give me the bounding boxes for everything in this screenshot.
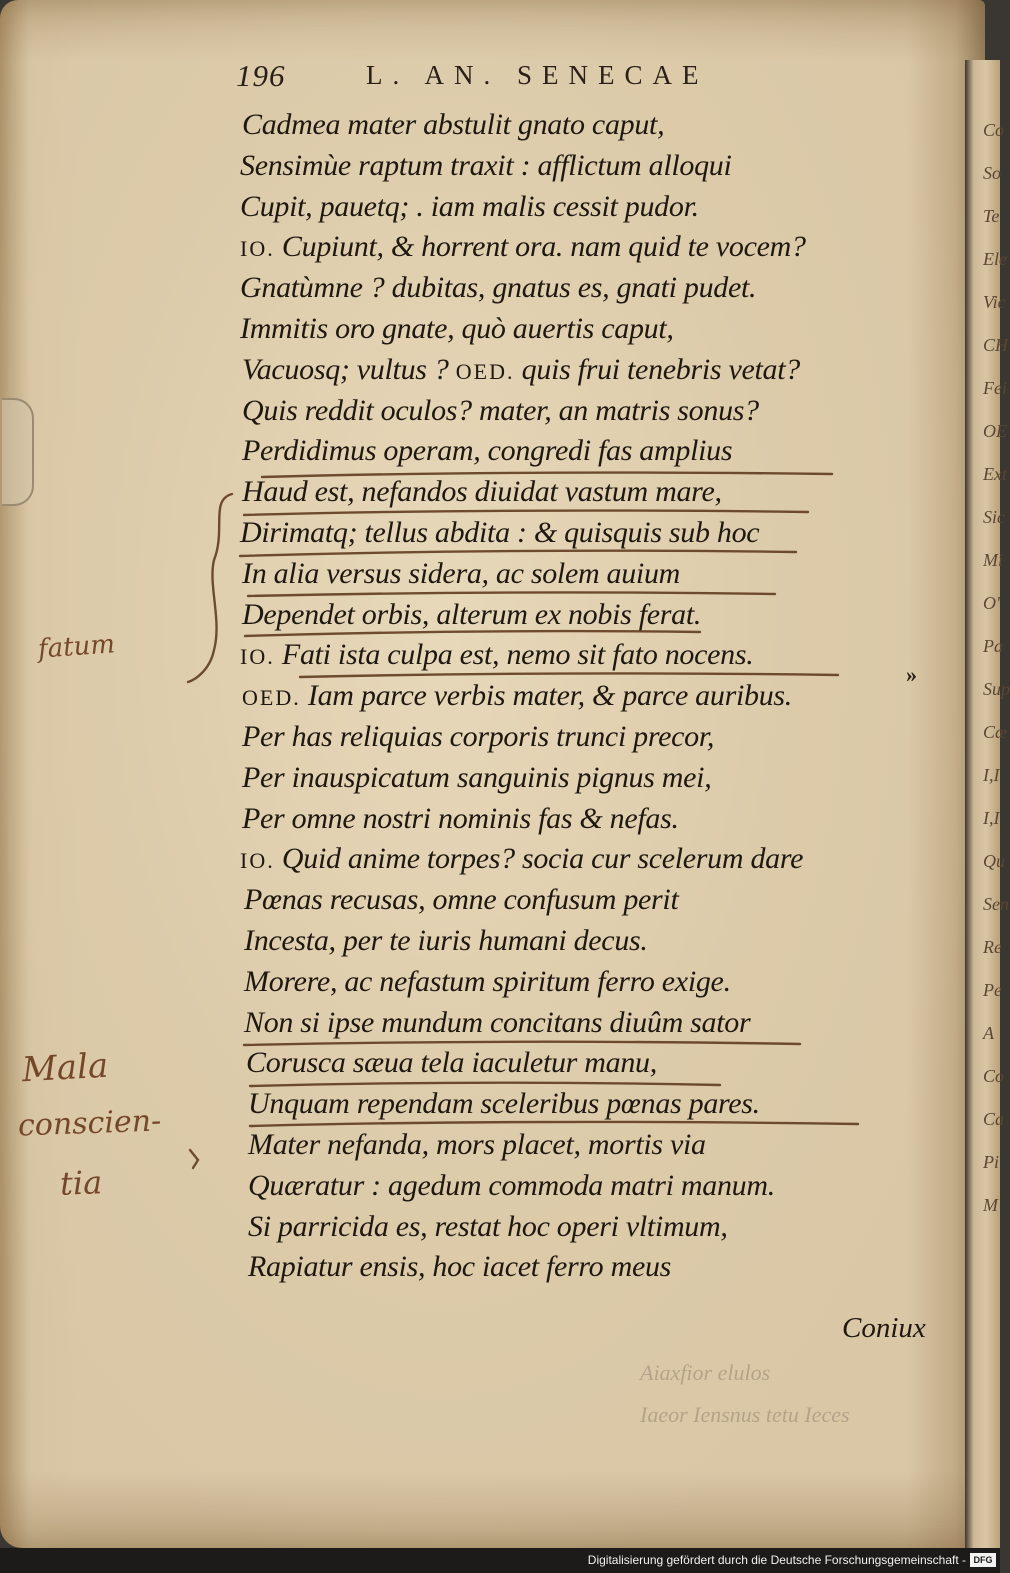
verse-line (246, 1046, 657, 1080)
verse-text-span: Morere, ac nefastum spiritum ferro exige. (244, 964, 731, 998)
verse-text-span: Si parricida es, restat hoc operi vltimum, (248, 1209, 728, 1243)
facing-page-fragment: Te (983, 206, 1000, 226)
facing-page-fragment: Cæ (983, 722, 1008, 742)
speaker-label: OED. (242, 685, 301, 711)
verse-line (242, 679, 792, 713)
speaker-label: OED. (455, 358, 515, 384)
facing-page-fragment: CH (983, 335, 1009, 355)
margin-note-fatum: fatum (37, 629, 116, 665)
verse-line (242, 598, 701, 632)
facing-page-fragment: Re (983, 937, 1002, 957)
verse-line (240, 842, 803, 876)
verse-text-span: Rapiatur ensis, hoc iacet ferro meus (248, 1250, 672, 1284)
verse-line (248, 1250, 671, 1284)
facing-page-fragment: Mi (983, 550, 1003, 570)
verse-text-span: Immitis oro gnate, quò auertis caput, (240, 312, 674, 345)
verse-text-span: Unquam rependam sceleribus pœnas pares. (248, 1087, 760, 1121)
verse-text-span: Gnatùmne ? dubitas, gnatus es, gnati pudet. (240, 271, 757, 305)
facing-page-fragment: Co (983, 120, 1005, 140)
margin-note-conscientia: conscien- (17, 1103, 162, 1144)
verse-text-span: Perdidimus operam, congredi fas amplius (242, 434, 733, 468)
facing-page-fragment: Sic (983, 507, 1005, 527)
verse-text-span: Haud est, nefandos diuidat vastum mare, (242, 475, 722, 509)
verse-text-span: Iam parce verbis mater, & parce auribus. (307, 679, 792, 713)
verse-text-span: Quæratur : agedum commoda matri manum. (248, 1168, 775, 1202)
verse-line (240, 638, 753, 672)
verse-text-span: Non si ipse mundum concitans diuûm sator (244, 1005, 751, 1039)
facing-page-fragment: Sup (983, 679, 1010, 699)
verse-line (242, 394, 759, 428)
facing-page-fragment: So (983, 163, 1001, 183)
verse-text-span: Sensimùe raptum traxit : afflictum alloqui (240, 148, 732, 182)
page-number: 196 (236, 58, 286, 93)
facing-page-fragment: Ext (983, 464, 1007, 484)
facing-page-fragment: Pi (983, 1152, 999, 1172)
verse-text-span: Vacuosq; vultus ? (242, 352, 449, 386)
catchword: Coniux (842, 1312, 926, 1344)
verse-text-span: Quid anime torpes? socia cur scelerum dare (281, 842, 804, 876)
verse-line (244, 883, 678, 917)
verse-text-span: Dirimatq; tellus abdita : & quisquis sub hoc (240, 516, 760, 549)
speaker-label: IO. (240, 236, 275, 262)
facing-page-fragment: Vic (983, 292, 1006, 312)
verse-line (242, 475, 722, 509)
verse-line (240, 271, 756, 305)
verse-text-span: In alia versus sidera, ac solem auium (242, 556, 681, 590)
verse-line (248, 1169, 775, 1203)
facing-page-fragment: Sen (983, 894, 1009, 914)
verse-line (240, 190, 699, 224)
margin-note-tia: tia (59, 1163, 103, 1203)
verse-text-span: Per omne nostri nominis fas & nefas. (242, 801, 679, 835)
verse-line (242, 108, 664, 142)
verse-line (248, 1210, 728, 1244)
facing-page-fragment: I,I (983, 765, 1000, 785)
verse-line (248, 1128, 706, 1162)
verse-line (242, 353, 800, 387)
facing-page-fragment: O' (983, 593, 1000, 613)
facing-page-fragment: Co (983, 1066, 1005, 1086)
ghost-text-2: Iaeor Iensnus tetu Ieces (640, 1402, 850, 1427)
verse-line (242, 761, 711, 795)
facing-page-fragment: Fei (983, 378, 1007, 398)
verse-text-span: Cadmea mater abstulit gnato caput, (242, 108, 665, 141)
facing-page-fragment: Ele (983, 249, 1007, 269)
verse-text-span: Per inauspicatum sanguinis pignus mei, (242, 760, 712, 794)
dfg-logo-icon: DFG (970, 1553, 996, 1567)
verse-line (240, 149, 732, 183)
facing-page-fragment: Pa (983, 636, 1003, 656)
verse-line (244, 1006, 750, 1040)
digitization-credit: Digitalisierung gefördert durch die Deutsche Forschungsgemeinschaft - (587, 1553, 966, 1567)
verse-text-span: Fati ista culpa est, nemo sit fato nocens. (281, 638, 754, 672)
verse-line (242, 557, 680, 591)
verse-line (242, 802, 679, 836)
footer-bar (0, 1548, 1000, 1573)
running-title: L. AN. SENECAE (366, 60, 709, 90)
verse-line (242, 720, 714, 754)
speaker-label: IO. (240, 848, 275, 874)
verse-text-span: Cupiunt, & horrent ora. nam quid te vocem? (281, 230, 806, 264)
verse-line (240, 312, 674, 346)
facing-page-fragment: M (983, 1195, 998, 1215)
verse-text-span: Dependet orbis, alterum ex nobis ferat. (242, 597, 702, 631)
verse-line (244, 924, 648, 958)
facing-page-fragment: Pe (983, 980, 1002, 1000)
verse-text-span: Per has reliquias corporis trunci precor, (242, 720, 715, 753)
verse-line (248, 1087, 760, 1121)
facing-page-fragment: OE (983, 421, 1007, 441)
verse-text-span: Mater nefanda, mors placet, mortis via (248, 1128, 706, 1161)
speaker-label: IO. (240, 644, 275, 670)
facing-page-fragment: Ca (983, 1109, 1005, 1129)
verse-line (240, 230, 806, 264)
ghost-text-1: Aiaxfior elulos (640, 1360, 771, 1385)
facing-page-fragment: Qu (983, 851, 1005, 871)
verse-text-span: Corusca sæua tela iaculetur manu, (246, 1046, 657, 1080)
facing-page-fragment: I,I (983, 808, 1000, 828)
facing-page-fragment: A (983, 1023, 994, 1043)
verse-line (242, 434, 732, 468)
verse-line (244, 965, 731, 999)
margin-note-mala: Mala (21, 1045, 110, 1091)
quotation-mark: » (906, 662, 917, 687)
verse-text-span: Incesta, per te iuris humani decus. (244, 924, 648, 957)
verse-text-span: quis frui tenebris vetat? (521, 352, 800, 386)
verse-text-span: Quis reddit oculos? mater, an matris sonus? (242, 393, 759, 427)
verse-text-span: Pœnas recusas, omne confusum perit (244, 883, 679, 917)
verse-line (240, 516, 759, 550)
verse-text-span: Cupit, pauetq; . iam malis cessit pudor. (240, 189, 699, 223)
